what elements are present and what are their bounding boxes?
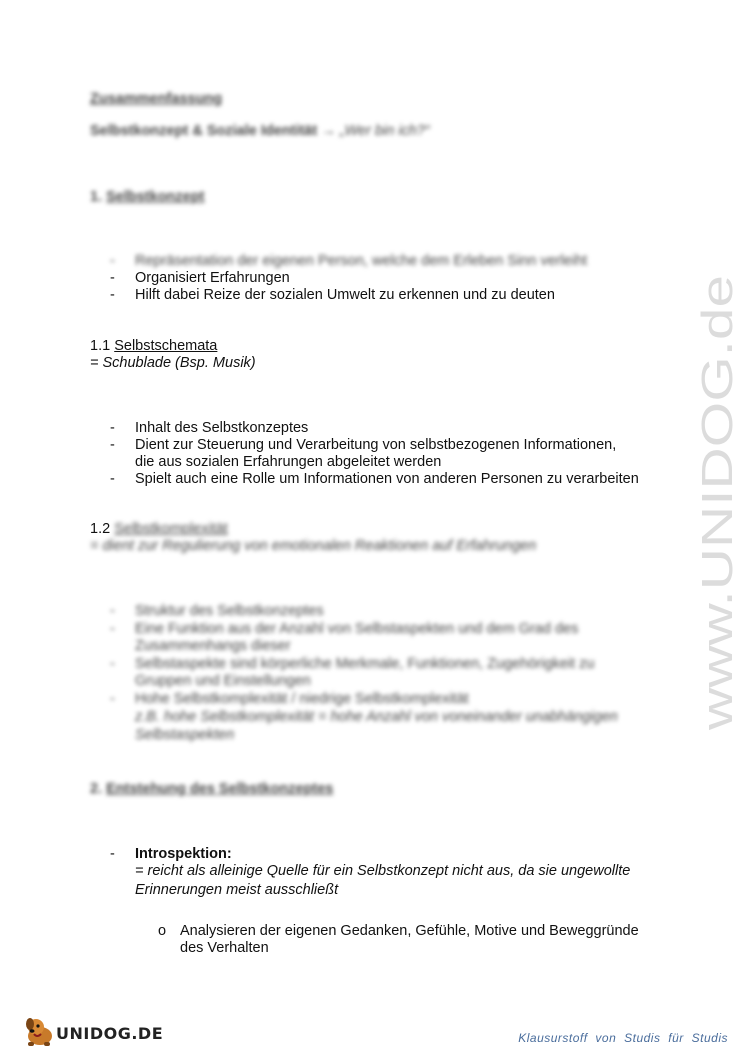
section2-num: 2. bbox=[90, 781, 103, 797]
sub11-bullet-3: Spielt auch eine Rolle um Informationen von anderen Personen zu verarbeiten bbox=[135, 471, 639, 487]
sub12-bullet-4-example: z.B. hohe Selbstkomplexität = hohe Anzahl von voneinander unabhängigen bbox=[135, 709, 618, 725]
watermark-text: www.UNIDOG.de bbox=[693, 387, 742, 730]
bullet-dash: - bbox=[110, 420, 115, 436]
section1-heading bbox=[90, 189, 204, 206]
subtitle-main: Selbstkonzept & Soziale Identität bbox=[90, 123, 318, 139]
introspection-def-1: = reicht als alleinige Quelle für ein Selbstkonzept nicht aus, da sie ungewollte bbox=[135, 863, 631, 879]
bullet-dash: - bbox=[110, 603, 115, 619]
bullet-dash: - bbox=[110, 621, 115, 637]
sub12-bullet-2-cont: Zusammenhangs dieser bbox=[135, 638, 291, 654]
introspection-label: Introspektion: bbox=[135, 846, 232, 862]
section1-bullet-3: Hilft dabei Reize der sozialen Umwelt zu erkennen und zu deuten bbox=[135, 287, 555, 303]
sub12-heading bbox=[90, 521, 228, 538]
circle-item-1: Analysieren der eigenen Gedanken, Gefühle, Motive und Beweggründe bbox=[180, 923, 639, 939]
sub11-heading bbox=[90, 338, 217, 355]
sub11-title: Selbstschemata bbox=[114, 338, 218, 354]
footer-tagline: Klausurstoff von Studis für Studis bbox=[518, 1031, 728, 1045]
sub12-num: 1.2 bbox=[90, 521, 111, 537]
bullet-dash: - bbox=[110, 270, 115, 286]
sub12-bullet-3: Selbstaspekte sind körperliche Merkmale, Funktionen, Zugehörigkeit zu bbox=[135, 656, 595, 672]
doc-title: Zusammenfassung bbox=[90, 91, 223, 107]
sub12-bullet-4: Hohe Selbstkomplexität / niedrige Selbstkomplexität bbox=[135, 691, 469, 707]
bullet-dash: - bbox=[110, 656, 115, 672]
bullet-dash: - bbox=[110, 471, 115, 487]
bullet-dash: - bbox=[110, 253, 115, 269]
footer-logo bbox=[22, 1014, 172, 1048]
section1-num: 1. bbox=[90, 189, 103, 205]
section1-title: Selbstkonzept bbox=[106, 189, 205, 205]
sub11-bullet-1: Inhalt des Selbstkonzeptes bbox=[135, 420, 309, 436]
circle-item-1-cont: des Verhalten bbox=[180, 940, 269, 956]
sub11-definition: = Schublade (Bsp. Musik) bbox=[90, 355, 256, 371]
logo-text: UNIDOG.DE bbox=[56, 1024, 164, 1043]
section1-bullet-1: Repräsentation der eigenen Person, welche dem Erleben Sinn verleiht bbox=[135, 253, 588, 269]
introspection-def-2: Erinnerungen meist ausschließt bbox=[135, 882, 339, 898]
sub12-bullet-3-cont: Gruppen und Einstellungen bbox=[135, 673, 311, 689]
subtitle-quote: „Wer bin ich?“ bbox=[339, 123, 430, 139]
sub12-bullet-1: Struktur des Selbstkonzeptes bbox=[135, 603, 324, 619]
sub11-num: 1.1 bbox=[90, 338, 111, 354]
arrow-icon: → bbox=[321, 123, 336, 139]
section2-heading bbox=[90, 781, 333, 798]
bullet-dash: - bbox=[110, 846, 115, 862]
bullet-dash: - bbox=[110, 437, 115, 453]
sub12-title: Selbstkomplexität bbox=[114, 521, 228, 537]
sub12-bullet-4-example-cont: Selbstaspekten bbox=[135, 727, 235, 743]
dog-mascot-icon bbox=[22, 1014, 58, 1048]
sub11-bullet-2-cont: die aus sozialen Erfahrungen abgeleitet werden bbox=[135, 454, 442, 470]
watermark bbox=[660, 270, 750, 740]
section1-bullet-2: Organisiert Erfahrungen bbox=[135, 270, 290, 286]
sub12-definition: = dient zur Regulierung von emotionalen Reaktionen auf Erfahrungen bbox=[90, 538, 537, 554]
sub12-bullet-2: Eine Funktion aus der Anzahl von Selbstaspekten und dem Grad des bbox=[135, 621, 579, 637]
section2-title: Entstehung des Selbstkonzeptes bbox=[106, 781, 334, 797]
circle-bullet-icon: o bbox=[158, 923, 167, 939]
doc-subtitle bbox=[90, 123, 430, 140]
bullet-dash: - bbox=[110, 691, 115, 707]
bullet-dash: - bbox=[110, 287, 115, 303]
sub11-bullet-2: Dient zur Steuerung und Verarbeitung von selbstbezogenen Informationen, bbox=[135, 437, 617, 453]
